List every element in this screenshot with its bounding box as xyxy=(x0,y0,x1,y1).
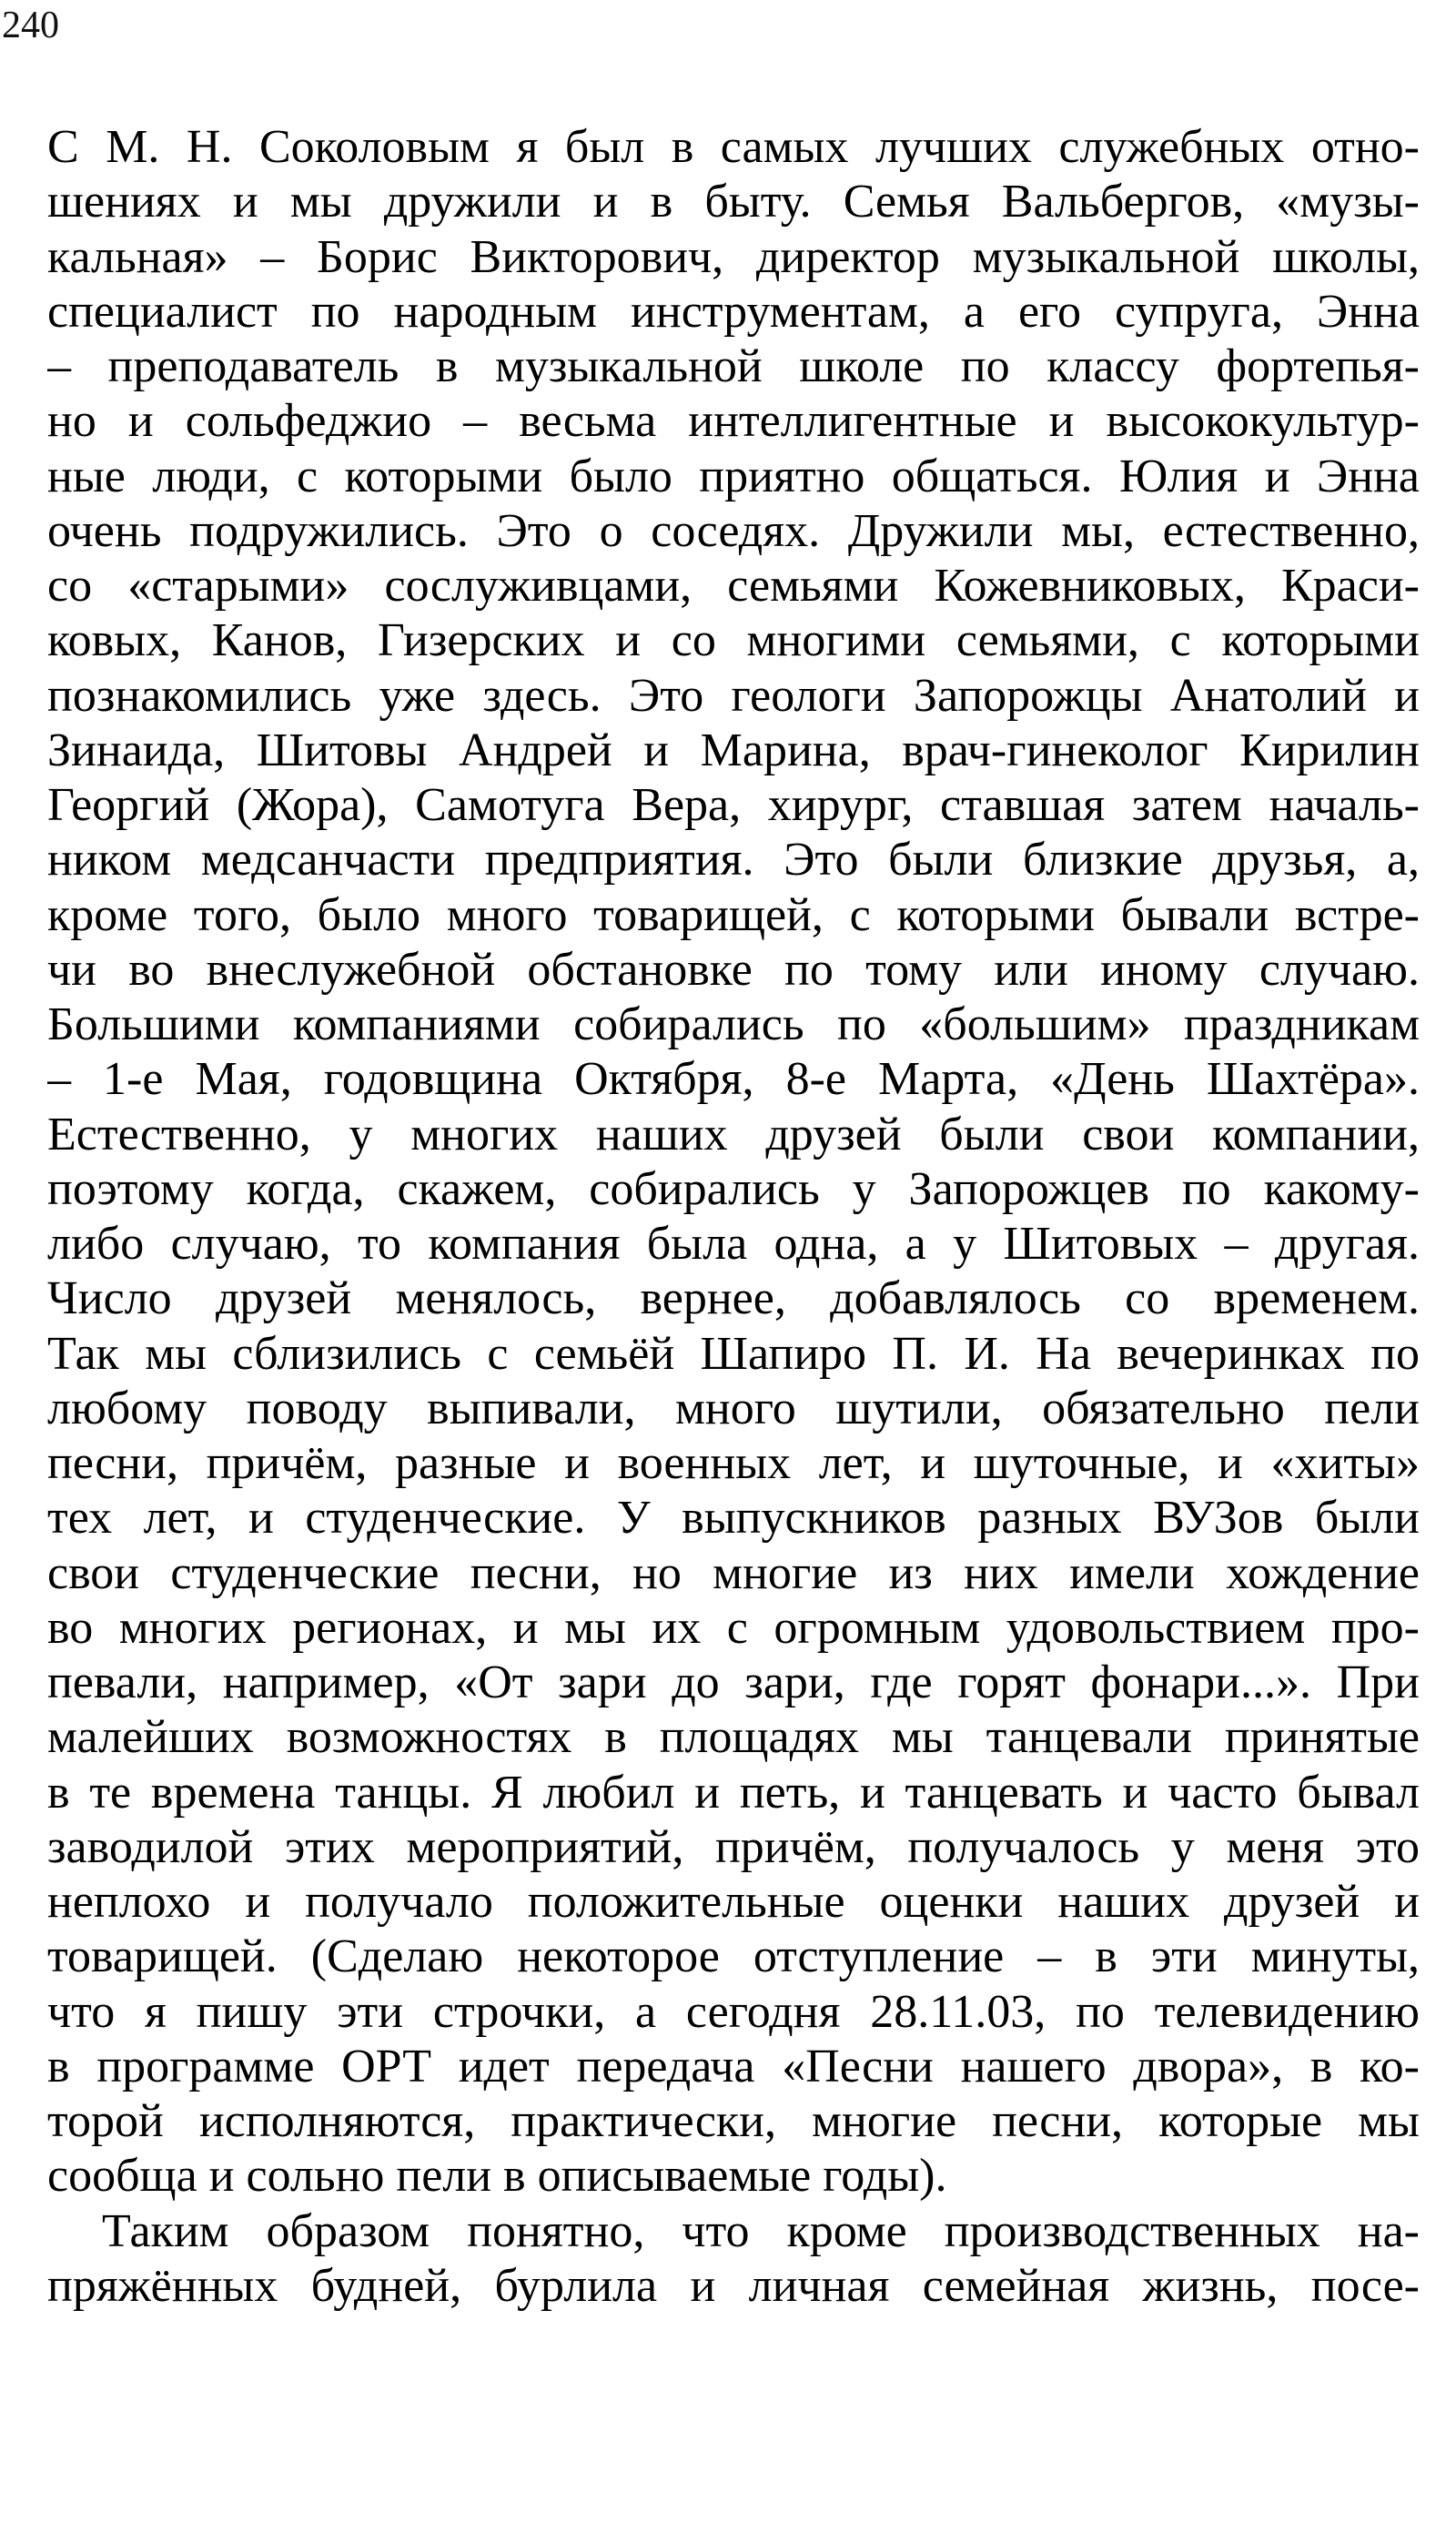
text-line: Большими компаниями собирались по «большим» праздникам xyxy=(47,998,1420,1050)
text-line: Таким образом понятно, что кроме производственных на- xyxy=(102,2204,1420,2257)
text-line: со «старыми» сослуживцами, семьями Кожевниковых, Краси- xyxy=(47,560,1420,612)
text-line: товарищей. (Сделаю некоторое отступление – в эти минуты, xyxy=(47,1930,1420,1983)
text-line: – 1-е Мая, годовщина Октября, 8-е Марта, «День Шахтёра». xyxy=(47,1053,1420,1106)
text-line: заводилой этих мероприятий, причём, получалось у меня это xyxy=(47,1820,1420,1873)
text-line: в те времена танцы. Я любил и петь, и танцевать и часто бывал xyxy=(47,1766,1420,1819)
text-line: Так мы сблизились с семьёй Шапиро П. И. На вечеринках по xyxy=(47,1327,1420,1380)
page-number: 240 xyxy=(2,5,59,46)
text-line: неплохо и получало положительные оценки наших друзей и xyxy=(47,1876,1420,1928)
text-line: малейших возможностях в площадях мы танцевали принятые xyxy=(47,1711,1420,1764)
text-line: любому поводу выпивали, много шутили, обязательно пели xyxy=(47,1382,1420,1434)
text-line: торой исполняются, практически, многие песни, которые мы xyxy=(47,2095,1420,2147)
text-line: шениях и мы дружили и в быту. Семья Вальбергов, «музы- xyxy=(47,176,1420,228)
text-line: ные люди, с которыми было приятно общаться. Юлия и Энна xyxy=(47,450,1420,502)
text-line: ковых, Канов, Гизерских и со многими семьями, с которыми xyxy=(47,614,1420,667)
text-line: очень подружились. Это о соседях. Дружили мы, естественно, xyxy=(47,504,1420,557)
text-line: во многих регионах, и мы их с огромным удовольствием про- xyxy=(47,1601,1420,1654)
text-line: сообща и сольно пели в описываемые годы). xyxy=(47,2150,947,2203)
text-line: песни, причём, разные и военных лет, и шуточные, и «хиты» xyxy=(47,1437,1420,1489)
text-line: С М. Н. Соколовым я был в самых лучших служебных отно- xyxy=(47,121,1420,173)
text-line: пряжённых будней, бурлила и личная семейная жизнь, посе- xyxy=(47,2259,1420,2312)
text-line: – преподаватель в музыкальной школе по классу фортепья- xyxy=(47,340,1420,392)
text-line: Естественно, у многих наших друзей были свои компании, xyxy=(47,1108,1420,1160)
text-line: специалист по народным инструментам, а его супруга, Энна xyxy=(47,285,1420,338)
text-line: в программе ОРТ идет передача «Песни нашего двора», в ко- xyxy=(47,2040,1420,2092)
text-line: либо случаю, то компания была одна, а у Шитовых – другая. xyxy=(47,1218,1420,1270)
text-line: но и сольфеджио – весьма интеллигентные и высококультур- xyxy=(47,395,1420,448)
text-line: ником медсанчасти предприятия. Это были близкие друзья, а, xyxy=(47,834,1420,887)
text-line: тех лет, и студенческие. У выпускников разных ВУЗов были xyxy=(47,1492,1420,1545)
text-line: Зинаида, Шитовы Андрей и Марина, врач-гинеколог Кирилин xyxy=(47,724,1420,776)
text-line: поэтому когда, скажем, собирались у Запорожцев по какому- xyxy=(47,1162,1420,1215)
text-line: Георгий (Жора), Самотуга Вера, хирург, ставшая затем началь- xyxy=(47,779,1420,831)
text-line: Число друзей менялось, вернее, добавлялось со временем. xyxy=(47,1272,1420,1325)
text-line: чи во внеслужебной обстановке по тому или иному случаю. xyxy=(47,943,1420,996)
text-line: певали, например, «От зари до зари, где горят фонари...». При xyxy=(47,1657,1420,1708)
text-line: кальная» – Борис Викторович, директор музыкальной школы, xyxy=(47,230,1420,283)
text-line: свои студенческие песни, но многие из них имели хождение xyxy=(47,1546,1420,1599)
text-line: познакомились уже здесь. Это геологи Запорожцы Анатолий и xyxy=(47,669,1420,722)
text-line: что я пишу эти строчки, а сегодня 28.11.03, по телевидению xyxy=(47,1985,1420,2038)
text-line: кроме того, было много товарищей, с которыми бывали встре- xyxy=(47,888,1420,941)
